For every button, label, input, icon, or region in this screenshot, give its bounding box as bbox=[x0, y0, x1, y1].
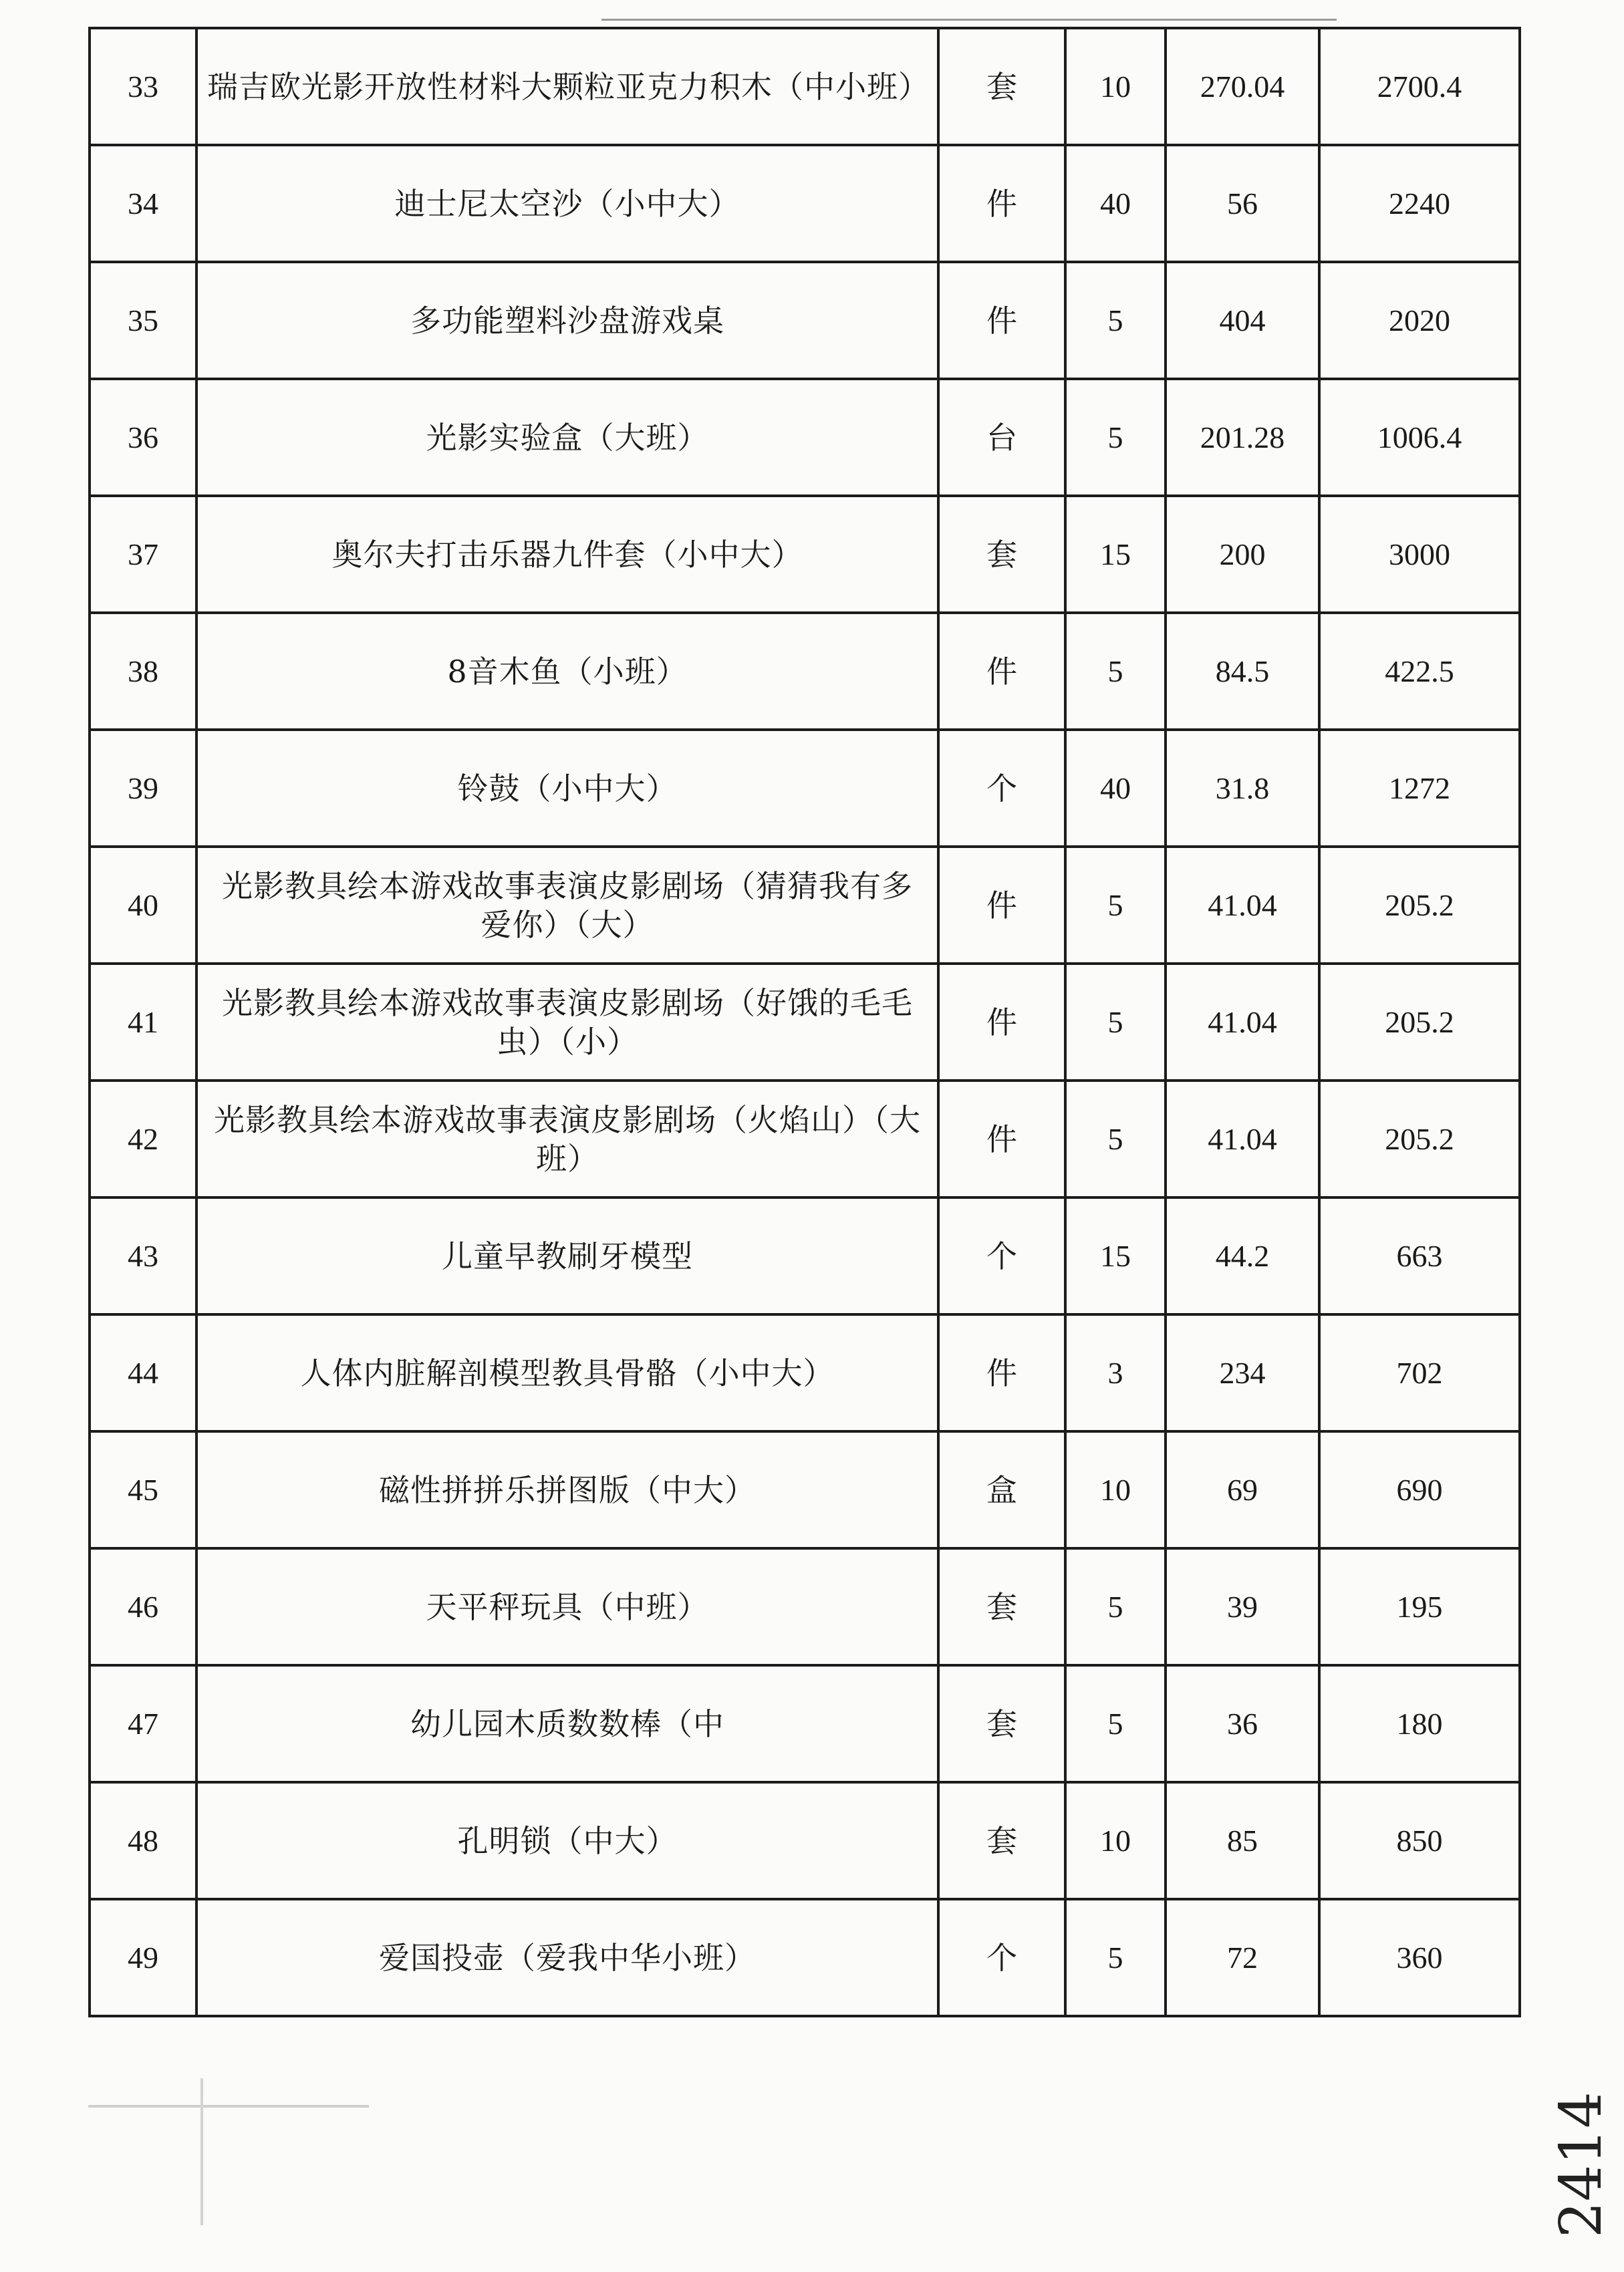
table-row bbox=[90, 1899, 1520, 2016]
table-row bbox=[90, 28, 1520, 145]
item-name-cell: 光影实验盒（大班） bbox=[196, 379, 938, 496]
quantity-cell: 5 bbox=[1065, 1899, 1166, 2016]
total-price-cell: 1006.4 bbox=[1319, 379, 1520, 496]
quantity-cell: 5 bbox=[1065, 613, 1166, 730]
total-price-cell: 422.5 bbox=[1319, 613, 1520, 730]
table-row bbox=[90, 1665, 1520, 1782]
quantity-cell: 40 bbox=[1065, 145, 1166, 262]
unit-cell: 盒 bbox=[938, 1431, 1065, 1548]
item-name-cell: 光影教具绘本游戏故事表演皮影剧场（猜猜我有多爱你）（大） bbox=[196, 847, 938, 964]
quantity-cell: 10 bbox=[1065, 1782, 1166, 1899]
unit-price-cell: 84.5 bbox=[1166, 613, 1319, 730]
item-name-cell: 光影教具绘本游戏故事表演皮影剧场（火焰山）（大班） bbox=[196, 1081, 938, 1197]
table-row bbox=[90, 379, 1520, 496]
unit-price-cell: 200 bbox=[1166, 496, 1319, 613]
unit-price-cell: 41.04 bbox=[1166, 847, 1319, 964]
unit-price-cell: 56 bbox=[1166, 145, 1319, 262]
table-row bbox=[90, 1431, 1520, 1548]
quantity-cell: 10 bbox=[1065, 1431, 1166, 1548]
item-name-cell: 瑞吉欧光影开放性材料大颗粒亚克力积木（中小班） bbox=[196, 28, 938, 145]
item-name-cell: 幼儿园木质数数棒（中 bbox=[196, 1665, 938, 1782]
quantity-cell: 40 bbox=[1065, 730, 1166, 847]
unit-cell: 件 bbox=[938, 964, 1065, 1081]
total-price-cell: 2020 bbox=[1319, 262, 1520, 379]
total-price-cell: 663 bbox=[1319, 1197, 1520, 1314]
unit-price-cell: 85 bbox=[1166, 1782, 1319, 1899]
item-number-cell: 45 bbox=[90, 1431, 196, 1548]
table-row bbox=[90, 847, 1520, 964]
table-row bbox=[90, 496, 1520, 613]
item-name-cell: 铃鼓（小中大） bbox=[196, 730, 938, 847]
unit-cell: 套 bbox=[938, 496, 1065, 613]
quantity-cell: 5 bbox=[1065, 379, 1166, 496]
unit-price-cell: 270.04 bbox=[1166, 28, 1319, 145]
item-number-cell: 34 bbox=[90, 145, 196, 262]
unit-cell: 套 bbox=[938, 1548, 1065, 1665]
unit-cell: 套 bbox=[938, 1665, 1065, 1782]
quantity-cell: 10 bbox=[1065, 28, 1166, 145]
item-name-cell: 人体内脏解剖模型教具骨骼（小中大） bbox=[196, 1314, 938, 1431]
scan-artifact-line bbox=[200, 2078, 203, 2225]
quantity-cell: 5 bbox=[1065, 847, 1166, 964]
unit-price-cell: 31.8 bbox=[1166, 730, 1319, 847]
unit-cell: 件 bbox=[938, 262, 1065, 379]
inventory-table-body bbox=[90, 28, 1520, 2016]
item-number-cell: 37 bbox=[90, 496, 196, 613]
item-number-cell: 36 bbox=[90, 379, 196, 496]
total-price-cell: 205.2 bbox=[1319, 847, 1520, 964]
item-number-cell: 48 bbox=[90, 1782, 196, 1899]
total-price-cell: 205.2 bbox=[1319, 1081, 1520, 1197]
inventory-table bbox=[88, 27, 1521, 2017]
unit-price-cell: 201.28 bbox=[1166, 379, 1319, 496]
item-number-cell: 40 bbox=[90, 847, 196, 964]
unit-price-cell: 69 bbox=[1166, 1431, 1319, 1548]
unit-cell: 件 bbox=[938, 145, 1065, 262]
item-number-cell: 44 bbox=[90, 1314, 196, 1431]
item-number-cell: 33 bbox=[90, 28, 196, 145]
item-number-cell: 46 bbox=[90, 1548, 196, 1665]
unit-price-cell: 41.04 bbox=[1166, 1081, 1319, 1197]
scan-artifact-line bbox=[88, 2105, 369, 2108]
unit-cell: 件 bbox=[938, 847, 1065, 964]
table-row bbox=[90, 1548, 1520, 1665]
total-price-cell: 690 bbox=[1319, 1431, 1520, 1548]
table-row bbox=[90, 1782, 1520, 1899]
unit-cell: 个 bbox=[938, 1197, 1065, 1314]
unit-price-cell: 234 bbox=[1166, 1314, 1319, 1431]
total-price-cell: 2240 bbox=[1319, 145, 1520, 262]
table-row bbox=[90, 1197, 1520, 1314]
item-name-cell: 爱国投壶（爱我中华小班） bbox=[196, 1899, 938, 2016]
unit-price-cell: 44.2 bbox=[1166, 1197, 1319, 1314]
item-number-cell: 42 bbox=[90, 1081, 196, 1197]
item-number-cell: 49 bbox=[90, 1899, 196, 2016]
quantity-cell: 15 bbox=[1065, 496, 1166, 613]
unit-price-cell: 41.04 bbox=[1166, 964, 1319, 1081]
item-number-cell: 35 bbox=[90, 262, 196, 379]
total-price-cell: 3000 bbox=[1319, 496, 1520, 613]
item-number-cell: 39 bbox=[90, 730, 196, 847]
table-row bbox=[90, 964, 1520, 1081]
total-price-cell: 1272 bbox=[1319, 730, 1520, 847]
quantity-cell: 3 bbox=[1065, 1314, 1166, 1431]
unit-cell: 件 bbox=[938, 1081, 1065, 1197]
unit-cell: 个 bbox=[938, 1899, 1065, 2016]
unit-cell: 个 bbox=[938, 730, 1065, 847]
quantity-cell: 5 bbox=[1065, 1665, 1166, 1782]
page-top-edge bbox=[601, 19, 1337, 21]
unit-cell: 台 bbox=[938, 379, 1065, 496]
quantity-cell: 5 bbox=[1065, 262, 1166, 379]
item-name-cell: 光影教具绘本游戏故事表演皮影剧场（好饿的毛毛虫）（小） bbox=[196, 964, 938, 1081]
item-name-cell: 磁性拼拼乐拼图版（中大） bbox=[196, 1431, 938, 1548]
item-name-cell: 8音木鱼（小班） bbox=[196, 613, 938, 730]
quantity-cell: 5 bbox=[1065, 964, 1166, 1081]
item-name-cell: 迪士尼太空沙（小中大） bbox=[196, 145, 938, 262]
quantity-cell: 5 bbox=[1065, 1081, 1166, 1197]
item-name-cell: 天平秤玩具（中班） bbox=[196, 1548, 938, 1665]
unit-price-cell: 404 bbox=[1166, 262, 1319, 379]
total-price-cell: 205.2 bbox=[1319, 964, 1520, 1081]
total-price-cell: 195 bbox=[1319, 1548, 1520, 1665]
table-row bbox=[90, 1314, 1520, 1431]
unit-cell: 套 bbox=[938, 28, 1065, 145]
quantity-cell: 15 bbox=[1065, 1197, 1166, 1314]
unit-price-cell: 72 bbox=[1166, 1899, 1319, 2016]
total-price-cell: 180 bbox=[1319, 1665, 1520, 1782]
item-name-cell: 奥尔夫打击乐器九件套（小中大） bbox=[196, 496, 938, 613]
item-name-cell: 儿童早教刷牙模型 bbox=[196, 1197, 938, 1314]
table-row bbox=[90, 1081, 1520, 1197]
unit-cell: 套 bbox=[938, 1782, 1065, 1899]
item-name-cell: 多功能塑料沙盘游戏桌 bbox=[196, 262, 938, 379]
unit-cell: 件 bbox=[938, 1314, 1065, 1431]
total-price-cell: 702 bbox=[1319, 1314, 1520, 1431]
item-number-cell: 43 bbox=[90, 1197, 196, 1314]
table-row bbox=[90, 145, 1520, 262]
unit-price-cell: 36 bbox=[1166, 1665, 1319, 1782]
quantity-cell: 5 bbox=[1065, 1548, 1166, 1665]
total-price-cell: 2700.4 bbox=[1319, 28, 1520, 145]
table-row bbox=[90, 613, 1520, 730]
item-number-cell: 38 bbox=[90, 613, 196, 730]
table-row bbox=[90, 730, 1520, 847]
item-number-cell: 47 bbox=[90, 1665, 196, 1782]
table-row bbox=[90, 262, 1520, 379]
total-price-cell: 360 bbox=[1319, 1899, 1520, 2016]
total-price-cell: 850 bbox=[1319, 1782, 1520, 1899]
unit-cell: 件 bbox=[938, 613, 1065, 730]
handwritten-page-number: 2414 bbox=[1548, 2092, 1615, 2239]
unit-price-cell: 39 bbox=[1166, 1548, 1319, 1665]
item-number-cell: 41 bbox=[90, 964, 196, 1081]
item-name-cell: 孔明锁（中大） bbox=[196, 1782, 938, 1899]
inventory-table-wrap bbox=[88, 27, 1518, 2017]
